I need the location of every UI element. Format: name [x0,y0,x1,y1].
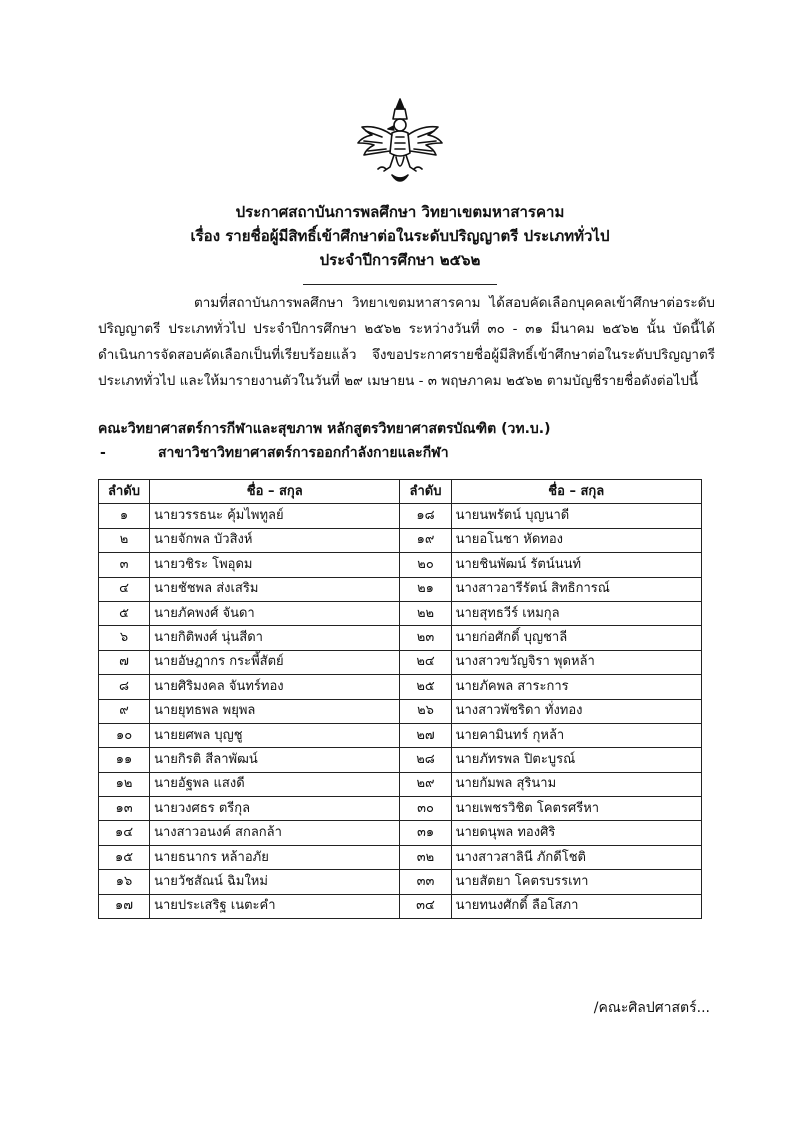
row-number-right: ๓๐ [400,797,451,821]
row-name-right: นายก่อศักดิ์ บุญชาลี [451,626,701,650]
row-number-right: ๓๔ [400,894,451,918]
table-row [99,797,702,821]
announcement-subject: เรื่อง รายชื่อผู้มีสิทธิ์เข้าศึกษาต่อในระดับปริญญาตรี ประเภททั่วไป [190,227,610,245]
row-name-left: นายยุทธพล พยุพล [150,699,400,723]
table-row [99,577,702,601]
row-name-left: นายอัษฎากร กระพี้สัตย์ [150,650,400,674]
row-number-left: ๒ [99,528,150,552]
row-name-right: นายสัตยา โคตรบรรเทา [451,870,701,894]
row-number-right: ๓๓ [400,870,451,894]
table-row [99,821,702,845]
row-name-left: นายจักพล บัวสิงห์ [150,528,400,552]
row-name-right: นายภัคพล สาระการ [451,675,701,699]
row-number-left: ๘ [99,675,150,699]
continued-note: /คณะศิลปศาสตร์... [593,1000,710,1016]
paragraph-text: ตามที่สถาบันการพลศึกษา วิทยาเขตมหาสารคาม ได้สอบคัดเลือกบุคคลเข้าศึกษาต่อระดับปริญญาตรี ประเภททั่วไป ประจำปีการศึกษา ๒๕๖๒ ระหว่างวันที่ ๓๐ - ๓๑ มีนาคม ๒๕๖๒ นั้น บัดนี้ได้ดำเนินการจัดสอบคัดเลือกเป็นที่เรียบร้อยแล้ว จึงขอประกาศรายชื่อผู้มีสิทธิ์เข้าศึกษาต่อในระดับปริญญาตรี ประเภททั่วไป และให้มารายงานตัวในวันที่ ๒๙ เมษายน - ๓ พฤษภาคม ๒๕๖๒ ตามบัญชีรายชื่อดังต่อไปนี้ [98,295,715,389]
row-number-left: ๑๔ [99,821,150,845]
row-name-right: นายทนงศักดิ์ ลือโสภา [451,894,701,918]
row-name-left: นายวรรธนะ คุ้มไพทูลย์ [150,504,400,528]
row-number-left: ๑๕ [99,845,150,869]
row-number-right: ๒๐ [400,553,451,577]
row-name-left: นายชัชพล ส่งเสริม [150,577,400,601]
row-name-left: นายธนากร หล้าอภัย [150,845,400,869]
major-dash: - [100,445,106,461]
row-number-left: ๑๖ [99,870,150,894]
row-number-right: ๒๔ [400,650,451,674]
row-number-right: ๒๓ [400,626,451,650]
row-name-right: นายสุทธวีร์ เหมกุล [451,601,701,625]
row-name-right: นางสาวอารีรัตน์ สิทธิการณ์ [451,577,701,601]
table-row [99,601,702,625]
announcement-paragraph [98,290,715,394]
row-number-left: ๑๑ [99,748,150,772]
row-number-left: ๗ [99,650,150,674]
row-name-right: นายเพชรวิชิต โคตรศรีหา [451,797,701,821]
row-number-right: ๒๕ [400,675,451,699]
row-number-left: ๑ [99,504,150,528]
row-name-right: นายคามินทร์ กุหล้า [451,723,701,747]
row-number-right: ๑๙ [400,528,451,552]
row-number-left: ๔ [99,577,150,601]
candidate-table [98,479,702,919]
table-header-row [99,480,702,504]
row-number-left: ๙ [99,699,150,723]
row-number-left: ๑๓ [99,797,150,821]
table-row [99,675,702,699]
table-row [99,870,702,894]
title-divider [303,284,497,285]
header-number-1: ลำดับ [99,480,150,504]
major-heading [98,442,738,464]
row-name-right: นายดนุพล ทองศิริ [451,821,701,845]
row-name-left: นายยศพล บุญชู [150,723,400,747]
row-name-left: นายภัคพงศ์ จันดา [150,601,400,625]
row-name-right: นางสาวสาลินี ภักดีโชติ [451,845,701,869]
table-row [99,553,702,577]
garuda-emblem-icon [352,95,448,191]
row-name-left: นายวชิระ โพอุดม [150,553,400,577]
row-name-left: นายศิริมงคล จันทร์ทอง [150,675,400,699]
row-name-left: นายกิรติ สีลาพัฒน์ [150,748,400,772]
row-number-left: ๑๒ [99,772,150,796]
table-row [99,772,702,796]
header-name-1: ชื่อ – สกุล [150,480,400,504]
table-row [99,723,702,747]
academic-year: ประจำปีการศึกษา ๒๕๖๒ [319,251,481,269]
table-row [99,626,702,650]
row-number-right: ๑๘ [400,504,451,528]
row-name-left: นายประเสริฐ เนตะคำ [150,894,400,918]
row-name-right: นายนพรัตน์ บุญนาดี [451,504,701,528]
header-number-2: ลำดับ [400,480,451,504]
row-name-left: นายอัฐพล แสงดี [150,772,400,796]
row-number-left: ๖ [99,626,150,650]
row-number-right: ๒๗ [400,723,451,747]
row-name-left: นายกิติพงศ์ นุ่นสีดา [150,626,400,650]
row-name-right: นายภัทรพล ปิตะบูรณ์ [451,748,701,772]
row-number-left: ๕ [99,601,150,625]
table-row [99,650,702,674]
row-name-right: นางสาวพัชริดา ทั่งทอง [451,699,701,723]
row-number-right: ๒๖ [400,699,451,723]
table-row [99,748,702,772]
announcement-title: ประกาศสถาบันการพลศึกษา วิทยาเขตมหาสารคาม [235,203,565,221]
header-name-2: ชื่อ – สกุล [451,480,701,504]
row-number-right: ๒๒ [400,601,451,625]
row-number-left: ๑๗ [99,894,150,918]
row-name-right: นายชินพัฒน์ รัตน์นนท์ [451,553,701,577]
row-number-left: ๓ [99,553,150,577]
row-name-left: นายวัชสัณน์ ฉิมใหม่ [150,870,400,894]
table-row [99,699,702,723]
row-number-right: ๓๑ [400,821,451,845]
faculty-heading: คณะวิทยาศาสตร์การกีฬาและสุขภาพ หลักสูตรวิทยาศาสตรบัณฑิต (วท.บ.) [98,421,551,437]
row-name-right: นายกัมพล สุรินาม [451,772,701,796]
table-row [99,894,702,918]
row-name-left: นางสาวอนงค์ สกลกล้า [150,821,400,845]
table-row [99,504,702,528]
table-row [99,845,702,869]
row-number-right: ๓๒ [400,845,451,869]
row-number-right: ๒๘ [400,748,451,772]
row-number-right: ๒๙ [400,772,451,796]
row-name-left: นายวงศธร ตรีกุล [150,797,400,821]
row-name-right: นางสาวขวัญจิรา พุดหล้า [451,650,701,674]
table-row [99,528,702,552]
major-name: สาขาวิชาวิทยาศาสตร์การออกกำลังกายและกีฬา [158,445,449,461]
row-name-right: นายอโนชา หัดทอง [451,528,701,552]
row-number-right: ๒๑ [400,577,451,601]
row-number-left: ๑๐ [99,723,150,747]
